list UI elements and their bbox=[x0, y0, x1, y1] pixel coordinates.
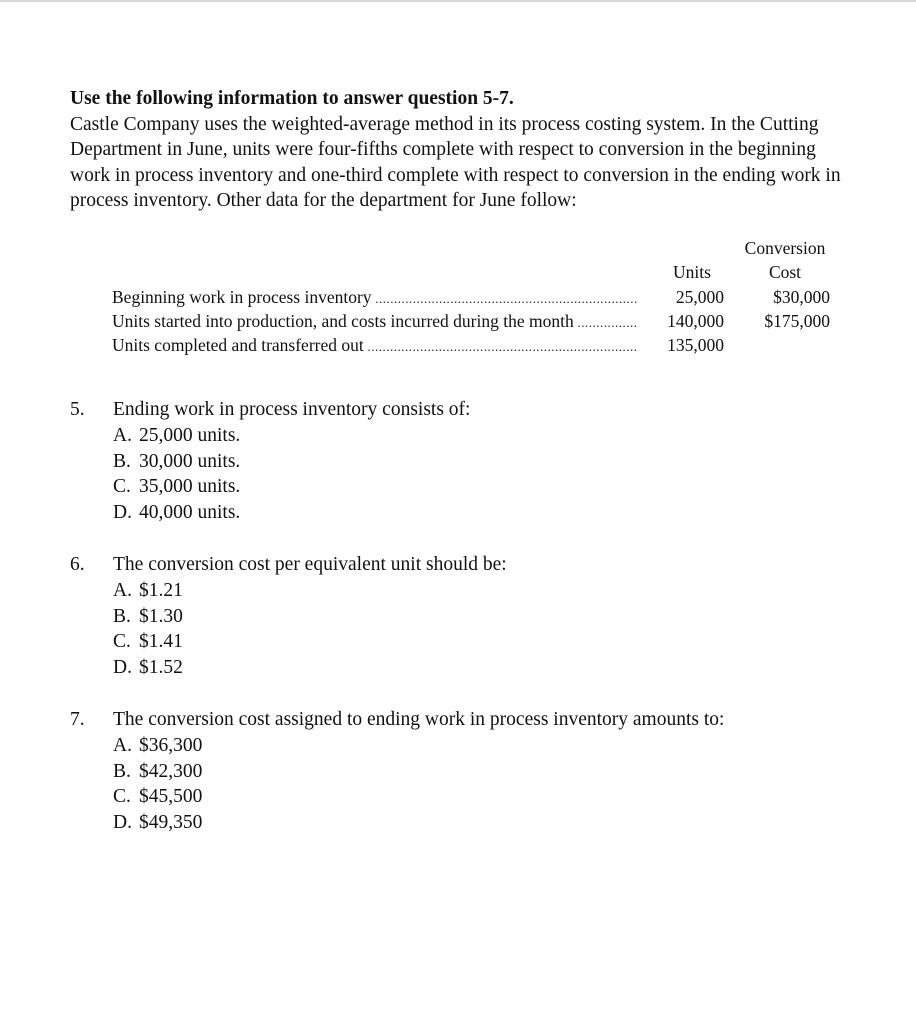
option-letter: D. bbox=[113, 657, 132, 679]
option-text: 40,000 units. bbox=[139, 502, 241, 524]
question-number: 5. bbox=[70, 399, 85, 420]
answer-option bbox=[113, 500, 240, 526]
option-letter: D. bbox=[113, 812, 132, 834]
option-text: $1.41 bbox=[139, 631, 183, 653]
option-letter: D. bbox=[113, 502, 132, 524]
option-text: 25,000 units. bbox=[139, 424, 241, 446]
option-text: $36,300 bbox=[139, 734, 203, 756]
answer-option bbox=[113, 784, 202, 810]
answer-option bbox=[113, 810, 202, 836]
table-row bbox=[112, 333, 842, 357]
row-cost: $30,000 bbox=[773, 287, 830, 307]
answer-option bbox=[113, 449, 240, 475]
option-letter: A. bbox=[113, 579, 132, 601]
option-letter: B. bbox=[113, 605, 131, 627]
answer-options bbox=[113, 733, 202, 836]
units-header: Units bbox=[673, 262, 711, 282]
option-text: 30,000 units. bbox=[139, 450, 241, 472]
answer-option bbox=[113, 733, 202, 759]
question-stem: Ending work in process inventory consists of: bbox=[113, 399, 471, 420]
intro-heading: Use the following information to answer question 5-7. bbox=[70, 88, 514, 109]
option-text: $1.52 bbox=[139, 657, 183, 679]
table-row bbox=[112, 285, 842, 309]
option-letter: B. bbox=[113, 760, 131, 782]
option-text: 35,000 units. bbox=[139, 476, 241, 498]
option-text: $45,500 bbox=[139, 786, 203, 808]
answer-option bbox=[113, 578, 183, 604]
row-label: Units started into production, and costs incurred during the month ..... bbox=[112, 309, 637, 335]
row-units: 135,000 bbox=[667, 335, 724, 355]
question-stem: The conversion cost per equivalent unit should be: bbox=[113, 554, 507, 575]
option-letter: C. bbox=[113, 786, 131, 808]
option-letter: C. bbox=[113, 476, 131, 498]
option-letter: A. bbox=[113, 734, 132, 756]
cost-header-line2: Cost bbox=[768, 262, 802, 282]
row-label: Beginning work in process inventory ..... bbox=[112, 285, 637, 311]
top-divider bbox=[0, 0, 916, 2]
question-number: 7. bbox=[70, 709, 85, 730]
row-label: Units completed and transferred out ..... bbox=[112, 333, 637, 359]
option-text: $1.21 bbox=[139, 579, 183, 601]
table-row bbox=[112, 309, 842, 333]
answer-option bbox=[113, 474, 240, 500]
intro-paragraph bbox=[70, 86, 860, 214]
option-text: $42,300 bbox=[139, 760, 203, 782]
question-stem: The conversion cost assigned to ending work in process inventory amounts to: bbox=[113, 709, 725, 730]
answer-options bbox=[113, 578, 183, 681]
row-units: 25,000 bbox=[675, 287, 724, 307]
option-letter: A. bbox=[113, 424, 132, 446]
question-number: 6. bbox=[70, 554, 85, 575]
answer-options bbox=[113, 423, 240, 526]
option-letter: C. bbox=[113, 631, 131, 653]
option-letter: B. bbox=[113, 450, 131, 472]
cost-header-line1: Conversion bbox=[744, 238, 826, 258]
option-text: $1.30 bbox=[139, 605, 183, 627]
answer-option bbox=[113, 655, 183, 681]
answer-option bbox=[113, 423, 240, 449]
row-cost: $175,000 bbox=[764, 311, 830, 331]
answer-option bbox=[113, 629, 183, 655]
intro-body: Castle Company uses the weighted-average method in its process costing system. In the Cutting Department in June, units were four-fifths complete with respect to conversion in the beginning work in process inventory and one-third complete with respect to conversion in the ending work in process inventory. Other data for the department for June follow: bbox=[70, 113, 841, 211]
option-text: $49,350 bbox=[139, 812, 203, 834]
row-units: 140,000 bbox=[667, 311, 724, 331]
answer-option bbox=[113, 759, 202, 785]
answer-option bbox=[113, 604, 183, 630]
